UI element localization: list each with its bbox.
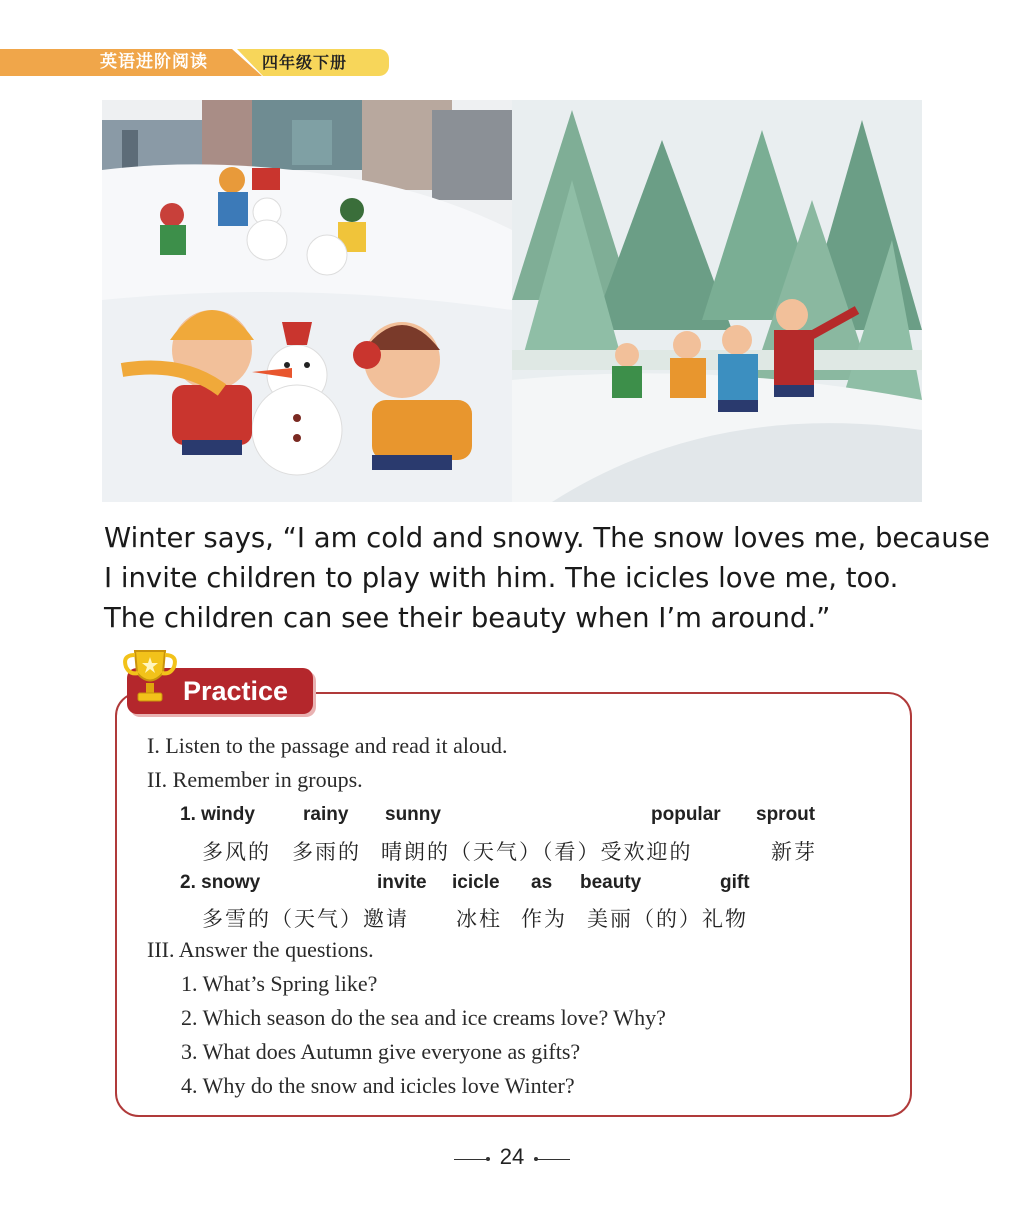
- practice-title: Practice: [183, 676, 289, 706]
- book-title: 英语进阶阅读: [100, 52, 208, 72]
- vocab-meaning: 新芽: [771, 840, 817, 864]
- question-item: 3. What does Autumn give everyone as gifts?: [181, 1039, 581, 1064]
- vocab-word: popular: [651, 804, 721, 825]
- task-answer: III. Answer the questions.: [147, 937, 374, 962]
- vocab-meaning: 多雨的: [292, 840, 361, 864]
- vocab-word: invite: [377, 872, 427, 893]
- vocab-meaning: 作为: [521, 907, 567, 931]
- vocab-word: 1. windy: [180, 804, 255, 825]
- story-paragraph: [104, 518, 990, 638]
- illustration-snowy-forest: [512, 100, 922, 502]
- question-item: 1. What’s Spring like?: [181, 971, 378, 996]
- vocab-word: sprout: [756, 804, 816, 825]
- task-remember: II. Remember in groups.: [147, 767, 363, 792]
- story-line: Winter says, “I am cold and snowy. The snow loves me, because: [104, 522, 990, 554]
- vocab-meaning: 美丽（的）礼物: [587, 907, 748, 931]
- vocab-word: rainy: [303, 804, 349, 825]
- vocab-word: beauty: [580, 872, 642, 893]
- question-item: 2. Which season do the sea and ice creams love? Why?: [181, 1005, 666, 1030]
- vocab-word: 2. snowy: [180, 872, 261, 893]
- vocab-meaning: 多雪的（天气）邀请: [202, 907, 409, 931]
- vocab-word: as: [531, 872, 553, 893]
- vocab-word: sunny: [385, 804, 441, 825]
- illustration-snowman: [102, 100, 512, 502]
- page-number: 24: [499, 1144, 525, 1169]
- question-item: 4. Why do the snow and icicles love Winter?: [181, 1073, 575, 1098]
- story-line: The children can see their beauty when I’m around.”: [104, 602, 831, 634]
- story-line: I invite children to play with him. The icicles love me, too.: [104, 562, 899, 594]
- trophy-icon: [120, 643, 180, 713]
- vocab-word: gift: [720, 872, 750, 893]
- vocab-meaning: 多风的: [202, 840, 271, 864]
- page-number-rule-right: [536, 1159, 570, 1160]
- page-number-rule-left: [454, 1159, 488, 1160]
- page-number-dot-left: [486, 1157, 490, 1161]
- grade-label: 四年级下册: [262, 53, 348, 72]
- vocab-word: icicle: [452, 872, 500, 893]
- vocab-meaning: 冰柱: [456, 907, 502, 931]
- vocab-meaning: 晴朗的（天气）（看）受欢迎的: [381, 840, 693, 864]
- task-listen: I. Listen to the passage and read it aloud.: [147, 733, 508, 758]
